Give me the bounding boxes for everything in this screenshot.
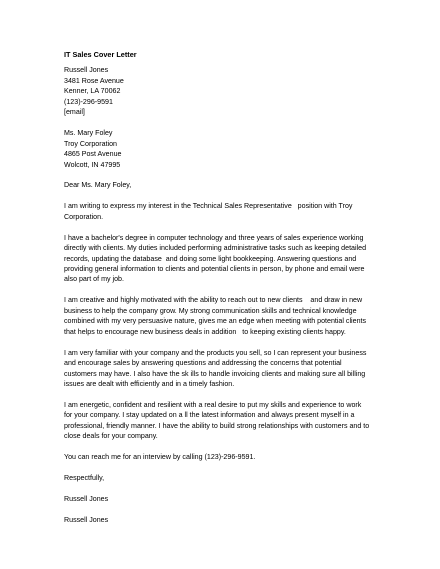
- sender-phone: (123)-296-9591: [64, 97, 113, 106]
- spacer: [64, 442, 384, 452]
- paragraph-line: Corporation.: [64, 212, 104, 221]
- paragraph-line: and encourage sales by answering questions and addressing the concerns that potential: [64, 359, 342, 368]
- paragraph-line: business to help the company grow. My strong communication skills and technical knowledge: [64, 306, 357, 315]
- spacer: [64, 285, 384, 295]
- recipient-name: Ms. Mary Foley: [64, 129, 113, 138]
- paragraph-line: I am very familiar with your company and the products you sell, so I can represent your business: [64, 348, 367, 357]
- letter-content: [64, 50, 384, 525]
- spacer: [64, 389, 384, 399]
- paragraph-energy: [64, 400, 384, 442]
- paragraph-line: for your company. I stay updated on a ll the latest information and always present myself in a: [64, 411, 355, 420]
- spacer: [64, 170, 384, 180]
- paragraph-line: issues are dealt with efficiently and in a timely fashion.: [64, 379, 235, 388]
- signature-name: [64, 494, 384, 504]
- recipient-address: [64, 128, 384, 170]
- spacer: [64, 191, 384, 201]
- printed-name: [64, 515, 384, 525]
- signature-text: Russell Jones: [64, 494, 109, 503]
- paragraph-line: I have a bachelor's degree in computer technology and three years of sales experience working: [64, 233, 364, 242]
- sender-street: 3481 Rose Avenue: [64, 76, 124, 85]
- paragraph-line: customers may have. I also have the sk ills to handle invoicing clients and making sure all billing: [64, 369, 366, 378]
- sender-email: [email]: [64, 108, 85, 117]
- paragraph-line: also part of my job.: [64, 275, 124, 284]
- paragraph-motivation: [64, 295, 384, 337]
- salutation: Dear Ms. Mary Foley,: [64, 181, 132, 190]
- paragraph-education: [64, 233, 384, 285]
- paragraph-line: combined with my very persuasive nature, gives me an edge when meeting with potential clients: [64, 317, 367, 326]
- letter-title: IT Sales Cover Letter: [64, 50, 137, 59]
- paragraph-line: providing general information to clients and potential clients in person, by phone and email were: [64, 265, 365, 273]
- paragraph-line: that helps to encourage new business deals in addition to keeping existing clients happy.: [64, 327, 346, 336]
- recipient-street: 4865 Post Avenue: [64, 150, 122, 159]
- paragraph-line: I am writing to express my interest in the Technical Sales Representative position with Troy: [64, 202, 353, 211]
- spacer: [64, 337, 384, 347]
- paragraph-line: You can reach me for an interview by calling (123)-296-9591.: [64, 453, 256, 462]
- closing: [64, 473, 384, 483]
- paragraph-line: directly with clients. My duties included performing administrative tasks such as keeping detailed: [64, 244, 367, 253]
- paragraph-familiarity: [64, 348, 384, 390]
- paragraph-contact: [64, 452, 384, 462]
- spacer: [64, 463, 384, 473]
- paragraph-line: I am creative and highly motivated with the ability to reach out to new clients and draw in new: [64, 296, 363, 305]
- paragraph-line: records, updating the database and doing some light bookkeeping. Answering questions and: [64, 254, 357, 263]
- spacer: [64, 483, 384, 493]
- sender-name: Russell Jones: [64, 66, 109, 75]
- recipient-company: Troy Corporation: [64, 139, 117, 148]
- paragraph-line: close deals for your company.: [64, 432, 158, 441]
- printed-name-text: Russell Jones: [64, 515, 109, 524]
- recipient-city: Wolcott, IN 47995: [64, 160, 121, 169]
- spacer: [64, 222, 384, 232]
- sender-city: Kenner, LA 70062: [64, 87, 121, 96]
- spacer: [64, 504, 384, 514]
- paragraph-interest: [64, 201, 384, 222]
- paragraph-line: I am energetic, confident and resilient with a real desire to put my skills and experience to work: [64, 400, 362, 409]
- closing-text: Respectfully,: [64, 473, 105, 482]
- spacer: [64, 118, 384, 128]
- sender-address: [64, 65, 384, 117]
- paragraph-line: professional, friendly manner. I have the ability to build strong relationships with customers and to: [64, 421, 370, 430]
